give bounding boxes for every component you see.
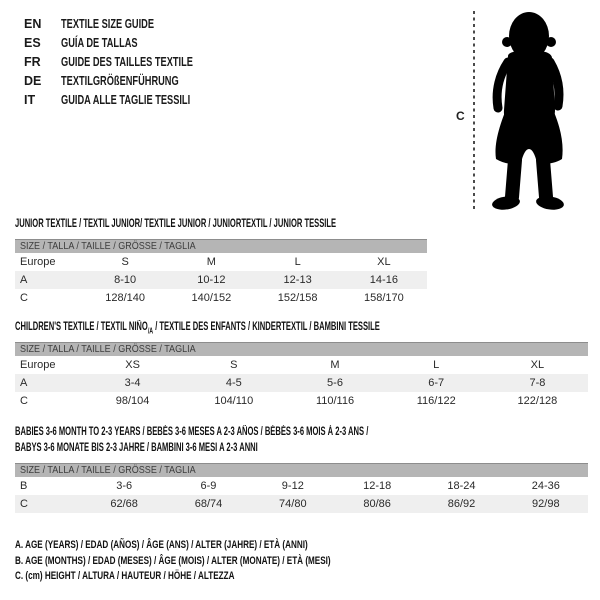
baby-silhouette-figure xyxy=(468,8,576,215)
table-cell: 98/104 xyxy=(115,395,150,407)
table-cell: 68/74 xyxy=(194,498,223,510)
table-cell: 7-8 xyxy=(529,377,546,389)
junior-heading-text: JUNIOR TEXTILE / TEXTIL JUNIOR/ TEXTILE JUNIOR / JUNIORTEXTIL / JUNIOR TESSILE xyxy=(15,218,337,230)
size-column-header: L xyxy=(294,256,301,268)
size-column-header: M xyxy=(330,359,340,371)
footnote-a-text: A. AGE (YEARS) / EDAD (AÑOS) / ÂGE (ANS) / ALTER (JAHRE) / ETÀ (ANNI) xyxy=(15,539,308,551)
footnote-b-text: B. AGE (MONTHS) / EDAD (MESES) / ÂGE (MOIS) / ALTER (MONATE) / ETÀ (MESI) xyxy=(15,554,331,567)
row-label: A xyxy=(20,377,28,389)
table-cell: 116/122 xyxy=(416,395,456,407)
table-row xyxy=(15,271,427,289)
language-title: GUIDE DES TAILLES TEXTILE xyxy=(61,55,193,69)
table-cell: 128/140 xyxy=(105,292,145,304)
table-row xyxy=(15,356,588,374)
children-size-table xyxy=(15,342,588,410)
children-section-heading xyxy=(15,319,568,339)
language-row xyxy=(24,91,239,110)
language-code: FR xyxy=(24,55,41,69)
table-cell: 3-4 xyxy=(124,377,141,389)
row-label: Europe xyxy=(20,256,56,268)
babies-section-heading xyxy=(15,424,550,456)
children-heading-suffix: / TEXTILE DES ENFANTS / KINDERTEXTIL / BAMBINI TESSILE xyxy=(153,321,380,333)
baby-leg-right xyxy=(543,160,546,197)
table-cell: 86/92 xyxy=(447,498,476,510)
footnote-c xyxy=(15,569,442,585)
table-row xyxy=(15,289,427,307)
table-cell: 74/80 xyxy=(279,498,307,510)
children-heading-prefix: CHILDREN'S TEXTILE / TEXTIL NIÑO xyxy=(15,321,148,333)
size-header-text: SIZE / TALLA / TAILLE / GRÖSSE / TAGLIA xyxy=(20,343,196,355)
footnote-a xyxy=(15,538,442,554)
language-title: GUIDA ALLE TAGLIE TESSILI xyxy=(61,93,191,107)
language-title: TEXTILE SIZE GUIDE xyxy=(61,17,155,31)
language-row xyxy=(24,53,239,72)
table-cell: 3-6 xyxy=(116,480,133,492)
table-cell: 6-9 xyxy=(200,480,217,492)
table-cell: 6-7 xyxy=(428,377,445,389)
table-cell: 80/86 xyxy=(363,498,391,510)
row-label: C xyxy=(20,292,28,304)
table-cell: 122/128 xyxy=(517,395,558,407)
size-column-header: M xyxy=(206,256,216,268)
children-heading-subscript: /A xyxy=(147,326,154,336)
language-code: IT xyxy=(24,93,36,107)
size-column-header: XL xyxy=(530,359,545,371)
babies-heading-line1: BABIES 3-6 MONTH TO 2-3 YEARS / BEBÉS 3-6 MESES A 2-3 AÑOS / BÉBÉS 3-6 MOIS À 2-3 ANS / xyxy=(15,426,369,438)
footnote-b xyxy=(15,554,442,570)
size-header-bar xyxy=(15,342,588,356)
baby-silhouette xyxy=(491,12,565,211)
table-row xyxy=(15,253,427,271)
language-code: ES xyxy=(24,36,41,50)
size-header-bar xyxy=(15,463,588,477)
row-label: C xyxy=(20,498,28,510)
table-cell: 8-10 xyxy=(114,274,137,286)
babies-size-table xyxy=(15,463,588,513)
size-column-header: S xyxy=(230,359,238,371)
baby-shorts xyxy=(495,112,562,164)
table-cell: 5-6 xyxy=(327,377,343,389)
babies-heading-line2: BABYS 3-6 MONATE BIS 2-3 JAHRE / BAMBINI 3-6 MESI A 2-3 ANNI xyxy=(15,442,258,454)
size-header-text: SIZE / TALLA / TAILLE / GRÖSSE / TAGLIA xyxy=(20,240,196,252)
table-cell: 152/158 xyxy=(277,292,318,304)
table-cell: 110/116 xyxy=(315,395,355,407)
junior-section-heading xyxy=(15,216,501,232)
table-cell: 12-13 xyxy=(283,274,312,286)
size-header-text: SIZE / TALLA / TAILLE / GRÖSSE / TAGLIA xyxy=(20,464,196,476)
table-cell: 18-24 xyxy=(447,480,476,492)
table-cell: 104/110 xyxy=(214,395,254,407)
table-row xyxy=(15,392,588,410)
table-cell: 9-12 xyxy=(281,480,304,492)
table-cell: 14-16 xyxy=(369,274,398,286)
size-column-header: S xyxy=(121,256,129,268)
table-cell: 140/152 xyxy=(191,292,232,304)
table-row xyxy=(15,495,588,513)
table-cell: 92/98 xyxy=(532,498,560,510)
row-label: A xyxy=(20,274,28,286)
footnote-c-text: C. (cm) HEIGHT / ALTURA / HAUTEUR / HÖHE / ALTEZZA xyxy=(15,570,235,582)
table-row xyxy=(15,374,588,392)
language-code: DE xyxy=(24,74,42,88)
size-header-bar xyxy=(15,239,427,253)
size-column-header: XL xyxy=(377,256,391,268)
language-row xyxy=(24,72,239,91)
table-cell: 62/68 xyxy=(110,498,138,510)
table-cell: 4-5 xyxy=(225,377,242,389)
size-column-header: XS xyxy=(125,359,140,371)
language-row xyxy=(24,34,239,53)
row-label: Europe xyxy=(20,359,56,371)
table-cell: 12-18 xyxy=(363,480,392,492)
size-column-header: L xyxy=(433,359,440,371)
baby-leg-left xyxy=(512,160,515,197)
row-label: C xyxy=(20,395,28,407)
junior-size-table xyxy=(15,239,427,307)
children-heading-text xyxy=(15,319,380,339)
language-title: GUÍA DE TALLAS xyxy=(61,36,138,50)
footnote-legend xyxy=(15,538,442,585)
language-list xyxy=(24,15,239,110)
height-measure-label: C xyxy=(456,109,465,123)
table-row xyxy=(15,477,588,495)
row-label: B xyxy=(20,480,28,492)
table-cell: 10-12 xyxy=(197,274,226,286)
table-cell: 158/170 xyxy=(363,292,404,304)
language-code: EN xyxy=(24,17,42,31)
language-title: TEXTILGRÖßENFÜHRUNG xyxy=(61,74,179,88)
language-row xyxy=(24,15,239,34)
table-cell: 24-36 xyxy=(531,480,560,492)
